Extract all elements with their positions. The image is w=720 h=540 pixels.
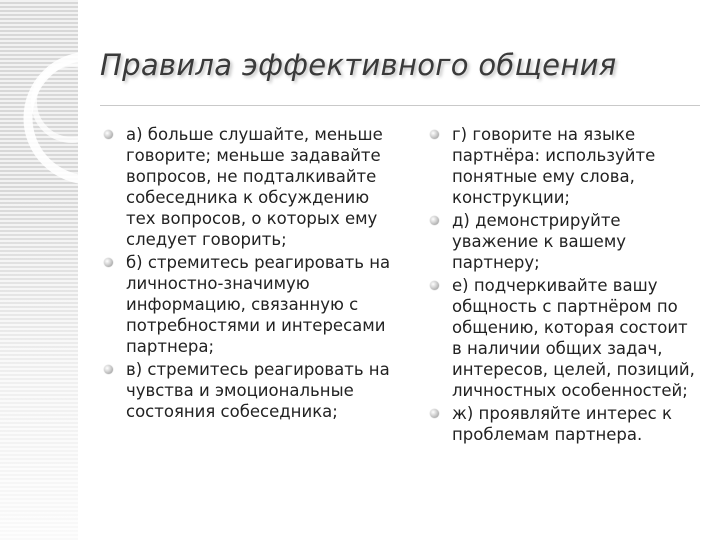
list-item-text: е) подчеркивайте вашу общность с партнёром по общению, которая состоит в наличии общих задач, интересов, целей, позиций, личностных особенностей; bbox=[452, 276, 695, 400]
list-item bbox=[430, 275, 700, 401]
list-item bbox=[104, 359, 394, 422]
bullet-icon bbox=[104, 130, 113, 139]
bullet-icon bbox=[104, 365, 113, 374]
bullet-icon bbox=[430, 281, 439, 290]
list-item-text: в) стремитесь реагировать на чувства и эмоциональные состояния собеседника; bbox=[126, 360, 390, 421]
bullet-icon bbox=[430, 130, 439, 139]
list-item bbox=[430, 124, 700, 208]
list-item-text: д) демонстрируйте уважение к вашему партнеру; bbox=[452, 211, 627, 272]
list-item-text: г) говорите на языке партнёра: используйте понятные ему слова, конструкции; bbox=[452, 125, 656, 207]
list-item-text: б) стремитесь реагировать на личностно-значимую информацию, связанную с потребностями и интересами партнера; bbox=[126, 253, 391, 356]
bullet-icon bbox=[430, 409, 439, 418]
title-divider bbox=[100, 105, 700, 106]
list-item bbox=[430, 403, 700, 445]
bullet-icon bbox=[104, 258, 113, 267]
bullet-icon bbox=[430, 216, 439, 225]
list-item bbox=[104, 124, 394, 250]
right-column bbox=[430, 124, 700, 445]
list-item-text: ж) проявляйте интерес к проблемам партнера. bbox=[452, 404, 672, 444]
left-column bbox=[104, 124, 394, 422]
left-bullet-list bbox=[104, 124, 394, 422]
slide-title: Правила эффективного общения bbox=[100, 48, 617, 82]
list-item bbox=[430, 210, 700, 273]
list-item bbox=[104, 252, 394, 357]
right-bullet-list bbox=[430, 124, 700, 445]
list-item-text: а) больше слушайте, меньше говорите; меньше задавайте вопросов, не подталкивайте собеседника к обсуждению тех вопросов, о которых ему следует говорить; bbox=[126, 125, 383, 249]
